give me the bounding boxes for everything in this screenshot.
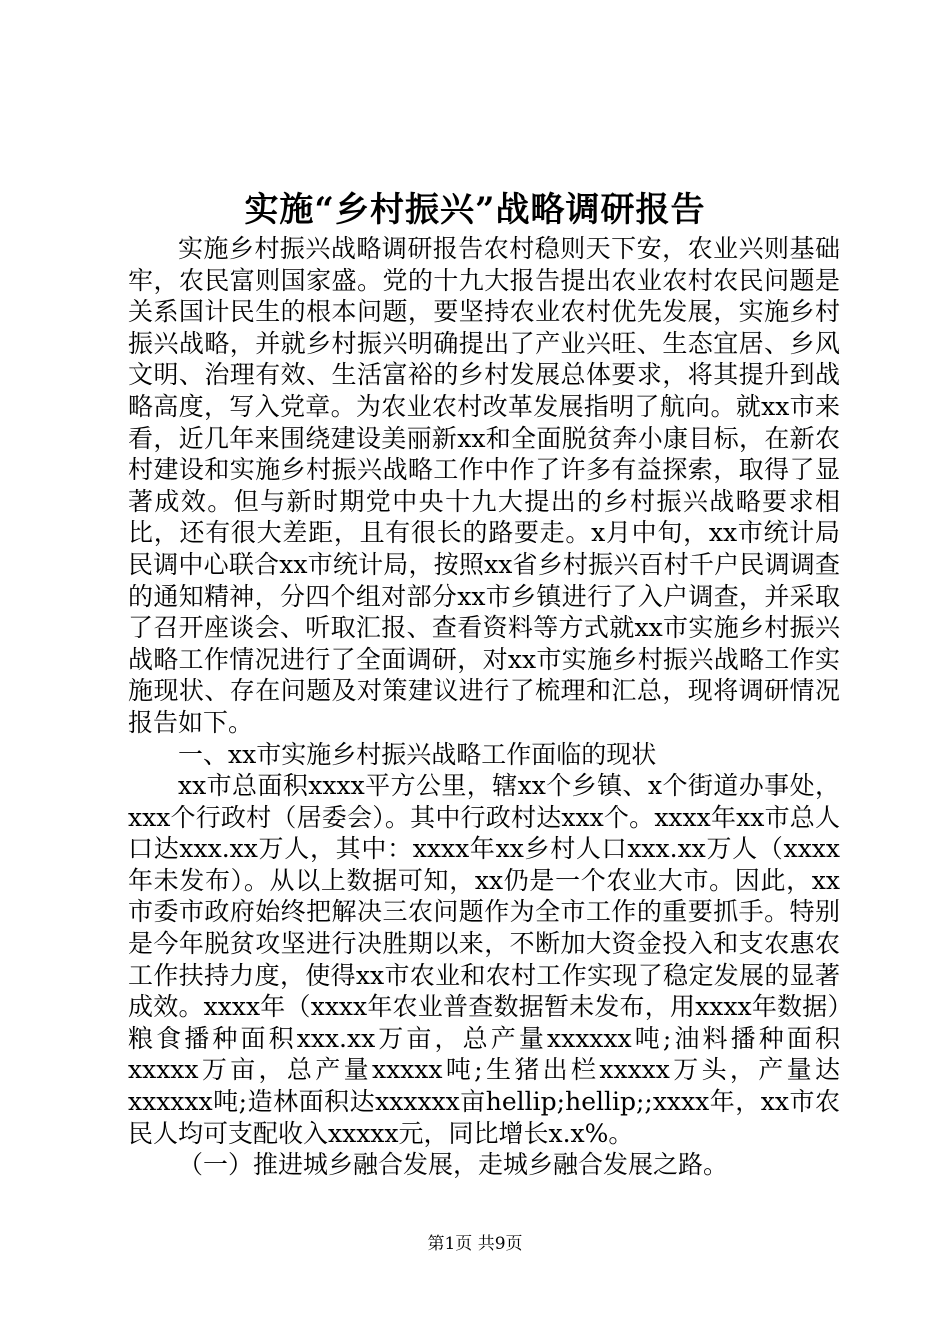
status-paragraph: xx市总面积xxxx平方公里，辖xx个乡镇、x个街道办事处，xxx个行政村（居委会）。其中行政村达xxx个。xxxx年xx市总人口达xxx.xx万人，其中：xxxx年xx乡村人口xxx.xx万人（xxxx年未发布）。从以上数据可知，xx仍是一个农业大市。因此，xx市委市政府始终把解决三农问题作为全市工作的重要抓手。特别是今年脱贫攻坚进行决胜期以来，不断加大资金投入和支农惠农工作扶持力度，使得xx市农业和农村工作实现了稳定发展的显著成效。xxxx年（xxxx年农业普查数据暂未发布，用xxxx年数据）粮食播种面积xxx.xx万亩，总产量xxxxxx吨;油料播种面积xxxxx万亩，总产量xxxxx吨;生猪出栏xxxxx万头，产量达xxxxxx吨;造林面积达xxxxxx亩hellip;hellip;;xxxx年，xx市农民人均可支配收入xxxxx元，同比增长x.x%。: [128, 771, 840, 1148]
subsection-heading: （一）推进城乡融合发展，走城乡融合发展之路。: [178, 1150, 729, 1180]
document-title: 实施“乡村振兴”战略调研报告: [244, 190, 706, 230]
page-number-footer: 第1页 共9页: [427, 1234, 523, 1254]
intro-paragraph: 实施乡村振兴战略调研报告农村稳则天下安，农业兴则基础牢，农民富则国家盛。党的十九大报告提出农业农村农民问题是关系国计民生的根本问题，要坚持农业农村优先发展，实施乡村振兴战略，并就乡村振兴明确提出了产业兴旺、生态宜居、乡风文明、治理有效、生活富裕的乡村发展总体要求，将其提升到战略高度，写入党章。为农业农村改革发展指明了航向。就xx市来看，近几年来围绕建设美丽新xx和全面脱贫奔小康目标，在新农村建设和实施乡村振兴战略工作中作了许多有益探索，取得了显著成效。但与新时期党中央十九大提出的乡村振兴战略要求相比，还有很大差距，且有很长的路要走。x月中旬，xx市统计局民调中心联合xx市统计局，按照xx省乡村振兴百村千户民调调查的通知精神，分四个组对部分xx市乡镇进行了入户调查，并采取了召开座谈会、听取汇报、查看资料等方式就xx市实施乡村振兴战略工作情况进行了全面调研，对xx市实施乡村振兴战略工作实施现状、存在问题及对策建议进行了梳理和汇总，现将调研情况报告如下。: [128, 234, 840, 737]
section-heading: 一、xx市实施乡村振兴战略工作面临的现状: [178, 739, 657, 769]
document-body: [128, 233, 840, 1181]
